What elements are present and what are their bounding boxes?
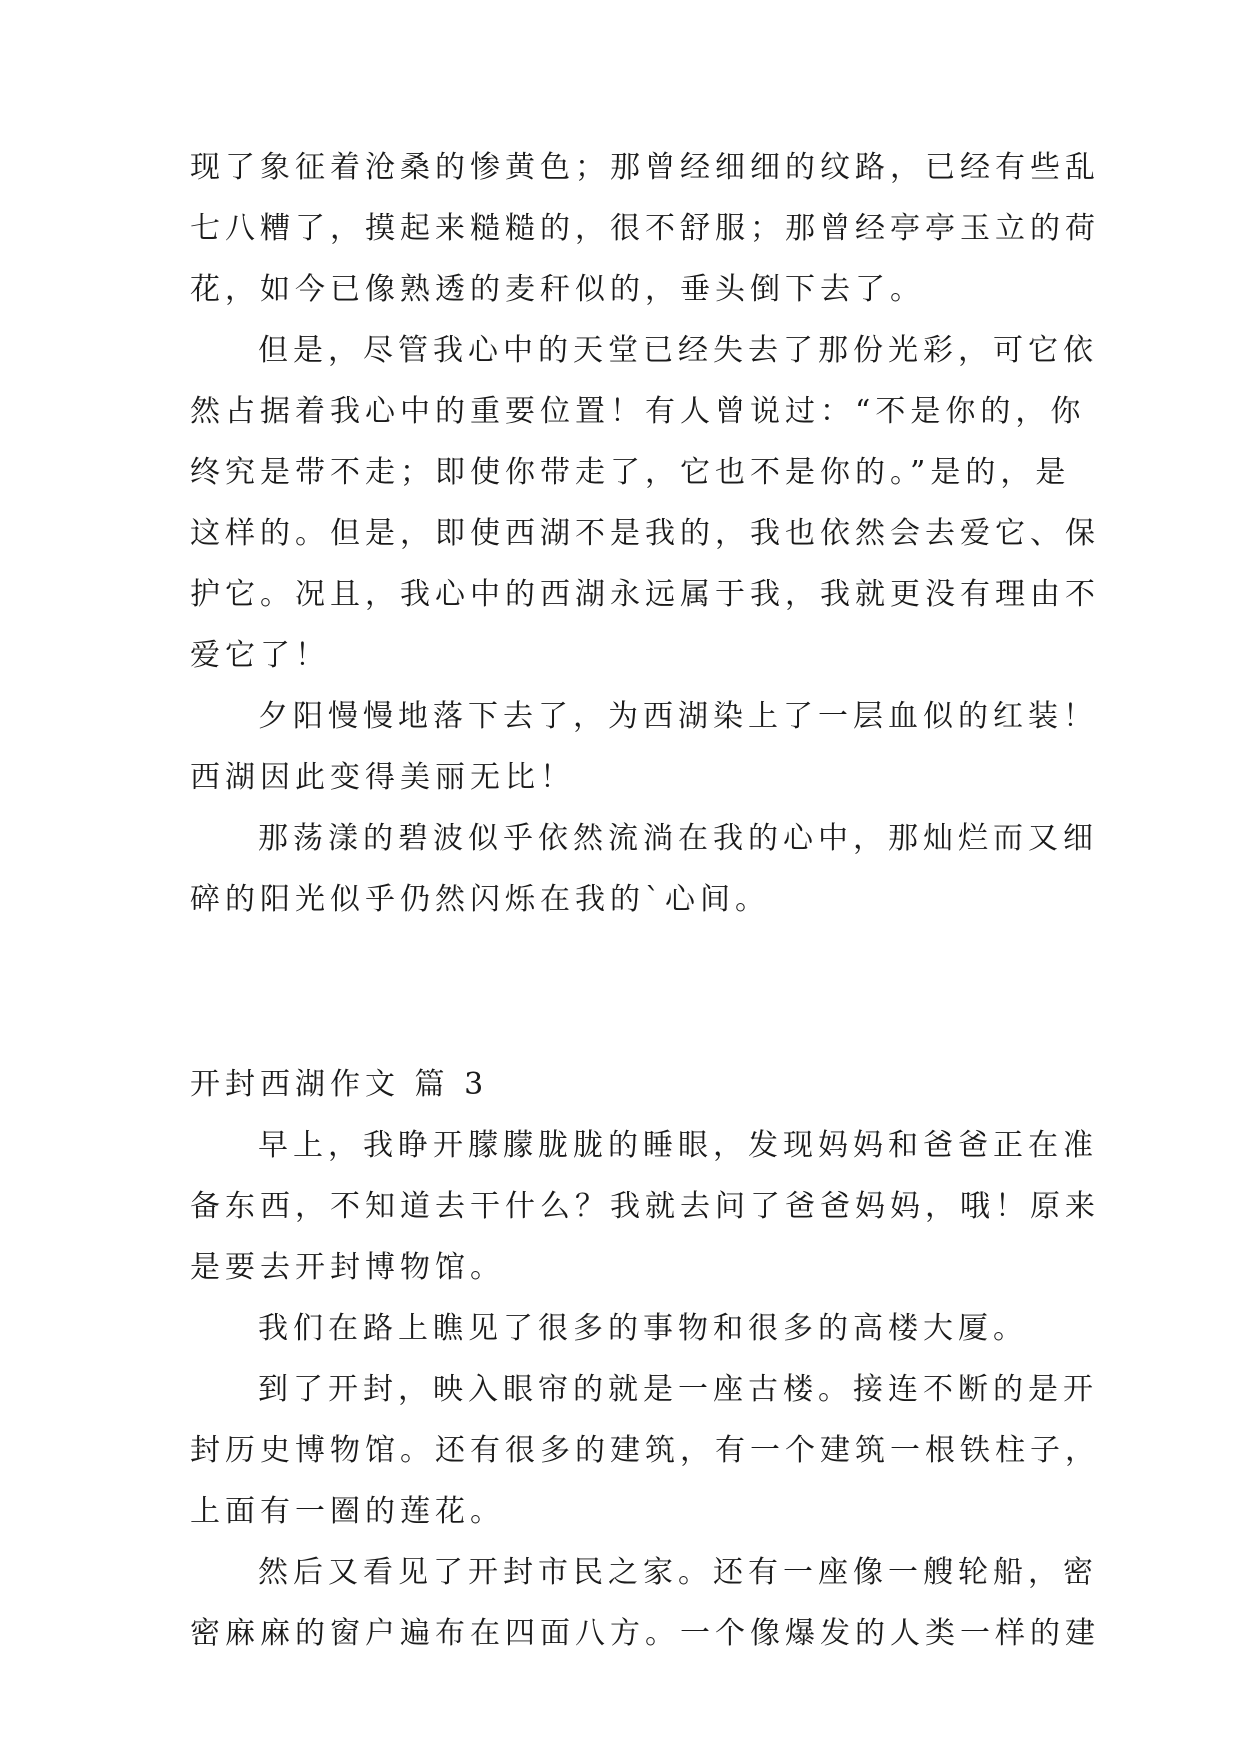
text-line: 是要去开封博物馆。 bbox=[190, 1250, 505, 1285]
section-heading: 开封西湖作文 篇 3 bbox=[190, 1067, 489, 1102]
text-line: 西湖因此变得美丽无比！ bbox=[190, 760, 575, 795]
text-line: 终究是带不走；即使你带走了，它也不是你的。”是的，是 bbox=[190, 455, 1071, 490]
paragraph-start-line: 我们在路上瞧见了很多的事物和很多的高楼大厦。 bbox=[258, 1311, 1028, 1346]
text-line: 封历史博物馆。还有很多的建筑，有一个建筑一根铁柱子， bbox=[190, 1433, 1100, 1468]
paragraph-start-line: 到了开封，映入眼帘的就是一座古楼。接连不断的是开 bbox=[258, 1372, 1098, 1407]
text-line: 七八糟了，摸起来糙糙的，很不舒服；那曾经亭亭玉立的荷 bbox=[190, 211, 1100, 246]
text-line: 花，如今已像熟透的麦秆似的，垂头倒下去了。 bbox=[190, 272, 925, 307]
text-line: 备东西，不知道去干什么？我就去问了爸爸妈妈，哦！原来 bbox=[190, 1189, 1100, 1224]
text-line: 密麻麻的窗户遍布在四面八方。一个像爆发的人类一样的建 bbox=[190, 1616, 1100, 1651]
section-gap bbox=[190, 943, 1060, 1067]
paragraph-start-line: 然后又看见了开封市民之家。还有一座像一艘轮船，密 bbox=[258, 1555, 1098, 1590]
text-line: 现了象征着沧桑的惨黄色；那曾经细细的纹路，已经有些乱 bbox=[190, 150, 1100, 185]
text-line: 护它。况且，我心中的西湖永远属于我，我就更没有理由不 bbox=[190, 577, 1100, 612]
text-line: 上面有一圈的莲花。 bbox=[190, 1494, 505, 1529]
document-page bbox=[190, 150, 1100, 1677]
paragraph-start-line: 夕阳慢慢地落下去了，为西湖染上了一层血似的红装！ bbox=[258, 699, 1098, 734]
paragraph-start-line: 那荡漾的碧波似乎依然流淌在我的心中，那灿烂而又细 bbox=[258, 821, 1098, 856]
paragraph-start-line: 但是，尽管我心中的天堂已经失去了那份光彩，可它依 bbox=[258, 333, 1098, 368]
text-line: 爱它了！ bbox=[190, 638, 330, 673]
text-line: 这样的。但是，即使西湖不是我的，我也依然会去爱它、保 bbox=[190, 516, 1100, 551]
text-line: 碎的阳光似乎仍然闪烁在我的`心间。 bbox=[190, 882, 770, 917]
paragraph-start-line: 早上，我睁开朦朦胧胧的睡眼，发现妈妈和爸爸正在准 bbox=[258, 1128, 1098, 1163]
text-line: 然占据着我心中的重要位置！有人曾说过：“不是你的，你 bbox=[190, 394, 1086, 429]
